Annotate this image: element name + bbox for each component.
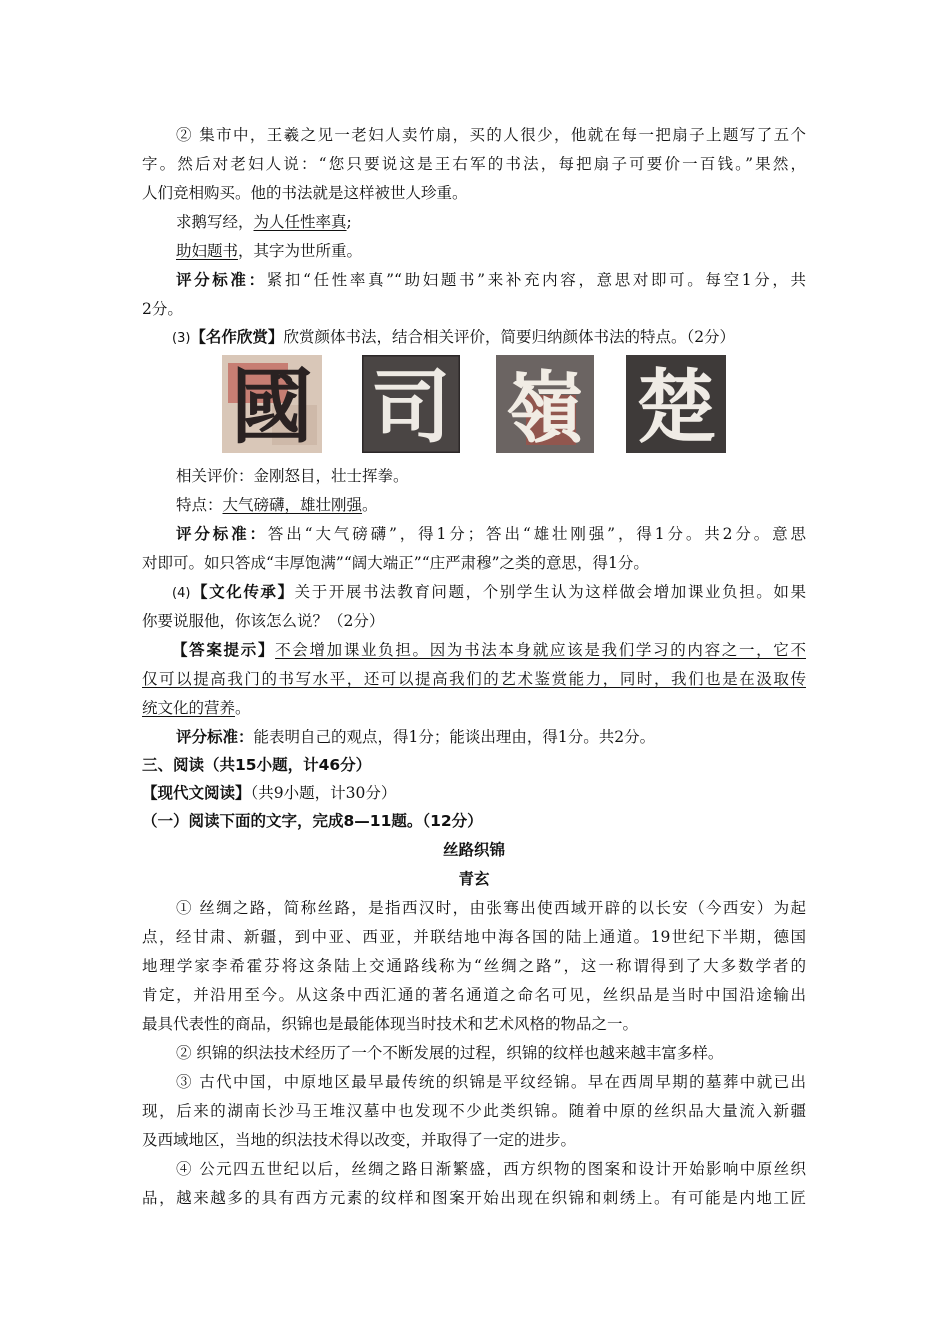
article-author: 青玄 xyxy=(458,870,490,888)
question-text: 关于开展书法教育问题，个别学生认为这样做会增加课业负担。如果 xyxy=(294,583,806,601)
article-line: ③ 古代中国，中原地区最早最传统的织锦是平纹经锦。早在西周早期的墓葬中就已出 xyxy=(176,1073,806,1091)
question-3 xyxy=(172,327,812,349)
scoring-line: 对即可。如只答成“丰厚饱满”“阔大端正”“庄严肃穆”之类的意思，得1分。 xyxy=(142,554,649,572)
article-title: 丝路织锦 xyxy=(442,841,505,859)
answer-hint-cont xyxy=(142,698,806,718)
scoring-text: 答出“大气磅礴”，得1分；答出“雄壮刚强”，得1分。共2分。意思 xyxy=(267,525,806,543)
question-4 xyxy=(172,582,806,604)
scoring-text: 紧扣“任性率真”“助妇题书”来补充内容，意思对即可。每空1分，共 xyxy=(266,271,806,289)
answer-hint-cont xyxy=(142,669,806,689)
calligraphy-image-3 xyxy=(496,355,594,453)
scoring-label: 评分标准： xyxy=(176,525,268,543)
article-line: 最具代表性的商品，织锦也是最能体现当时技术和艺术风格的物品之一。 xyxy=(142,1015,639,1033)
article-line: 肯定，并沿用至今。从这条中西汇通的著名通道之命名可见，丝织品是当时中国沿途输出 xyxy=(142,986,806,1004)
article-line: ① 丝绸之路，简称丝路，是指西汉时，由张骞出使西域开辟的以长安（今西安）为起 xyxy=(176,899,806,917)
scoring-line xyxy=(176,524,806,544)
article-line: 点，经甘肃、新疆，到中亚、西亚，并联结地中海各国的陆上通道。19世纪下半期，德国 xyxy=(142,928,806,946)
answer-hint xyxy=(172,640,806,660)
answer-underlined: 为人任性率真 xyxy=(253,213,347,231)
article-line: ② 织锦的织法技术经历了一个不断发展的过程，织锦的纹样也越来越丰富多样。 xyxy=(176,1044,724,1062)
modern-text: （共9小题，计30分） xyxy=(250,784,397,802)
hint-text: 统文化的营养 xyxy=(142,699,236,717)
scoring-line xyxy=(176,727,806,747)
scoring-label: 评分标准： xyxy=(176,728,254,746)
paragraph-line: 字。然后对老妇人说：“您只要说这是王右军的书法，每把扇子可要价一百钱。”果然， xyxy=(142,155,806,173)
answer-line-2 xyxy=(176,241,806,261)
calligraphy-char: 嶺 xyxy=(505,363,585,453)
answer-suffix: ; xyxy=(346,213,352,231)
answer-line-1 xyxy=(176,212,806,232)
related-evaluation xyxy=(176,466,806,486)
article-line: ④ 公元四五世纪以后，丝绸之路日渐繁盛，西方织物的图案和设计开始影响中原丝织 xyxy=(176,1160,806,1178)
question-text: 欣赏颜体书法，结合相关评价，简要归纳颜体书法的特点。（2分） xyxy=(283,328,736,346)
scoring-text: 能表明自己的观点，得1分；能谈出理由，得1分。共2分。 xyxy=(253,728,656,746)
calligraphy-image-4 xyxy=(626,355,726,453)
article-line: 现，后来的湖南长沙马王堆汉墓中也发现不少此类织锦。随着中原的丝织品大量流入新疆 xyxy=(142,1102,806,1120)
calligraphy-image-2 xyxy=(362,355,460,453)
evaluation-text: 金刚怒目，壮士挥拳。 xyxy=(253,467,409,485)
answer-underlined: 助妇题书 xyxy=(176,242,239,260)
question-tag: 【文化传承】 xyxy=(190,583,295,601)
article-line: 品，越来越多的具有西方元素的纹样和图案开始出现在织锦和刺绣上。有可能是内地工匠 xyxy=(142,1189,806,1207)
hint-tag: 【答案提示】 xyxy=(172,641,276,659)
sub-heading: （一）阅读下面的文字，完成8—11题。（12分） xyxy=(142,812,483,830)
calligraphy-image-1 xyxy=(222,355,322,453)
feature-answer xyxy=(176,495,806,515)
calligraphy-char: 楚 xyxy=(636,360,716,453)
question-tag: 【名作欣赏】 xyxy=(190,328,284,346)
scoring-label: 评分标准： xyxy=(176,271,267,289)
hint-text: 仅可以提高我门的书写水平，还可以提高我们的艺术鉴赏能力，同时，我们也是在汲取传 xyxy=(142,670,806,688)
hint-end: 。 xyxy=(235,699,251,717)
feature-text: 大气磅礴，雄壮刚强 xyxy=(222,496,363,514)
hint-text: 不会增加课业负担。因为书法本身就应该是我们学习的内容之一，它不 xyxy=(275,641,806,659)
article-line: 地理学家李希霍芬将这条陆上交通路线称为“丝绸之路”，这一称谓得到了大多数学者的 xyxy=(142,957,806,975)
answer-prefix: 求鹅写经， xyxy=(176,213,254,231)
answer-suffix: ，其字为世所重。 xyxy=(238,242,363,260)
question-number: (3) xyxy=(172,331,191,346)
modern-reading-heading xyxy=(142,783,806,803)
article-line: 及西域地区，当地的织法技术得以改变，并取得了一定的进步。 xyxy=(142,1131,577,1149)
feature-end: 。 xyxy=(362,496,378,514)
question-number: (4) xyxy=(172,586,191,601)
paragraph-line: ② 集市中，王羲之见一老妇人卖竹扇，买的人很少，他就在每一把扇子上题写了五个 xyxy=(176,126,806,144)
modern-tag: 【现代文阅读】 xyxy=(142,784,251,802)
feature-label: 特点： xyxy=(176,496,223,514)
calligraphy-char: 國 xyxy=(230,359,314,453)
question-text-cont: 你要说服他，你该怎么说？（2分） xyxy=(142,612,385,630)
paragraph-line: 人们竞相购买。他的书法就是这样被世人珍重。 xyxy=(142,184,468,202)
evaluation-label: 相关评价： xyxy=(176,467,254,485)
section-heading: 三、阅读（共15小题，计46分） xyxy=(142,756,372,774)
scoring-line xyxy=(176,270,806,290)
calligraphy-char: 司 xyxy=(371,360,451,453)
scoring-line: 2分。 xyxy=(142,300,183,318)
